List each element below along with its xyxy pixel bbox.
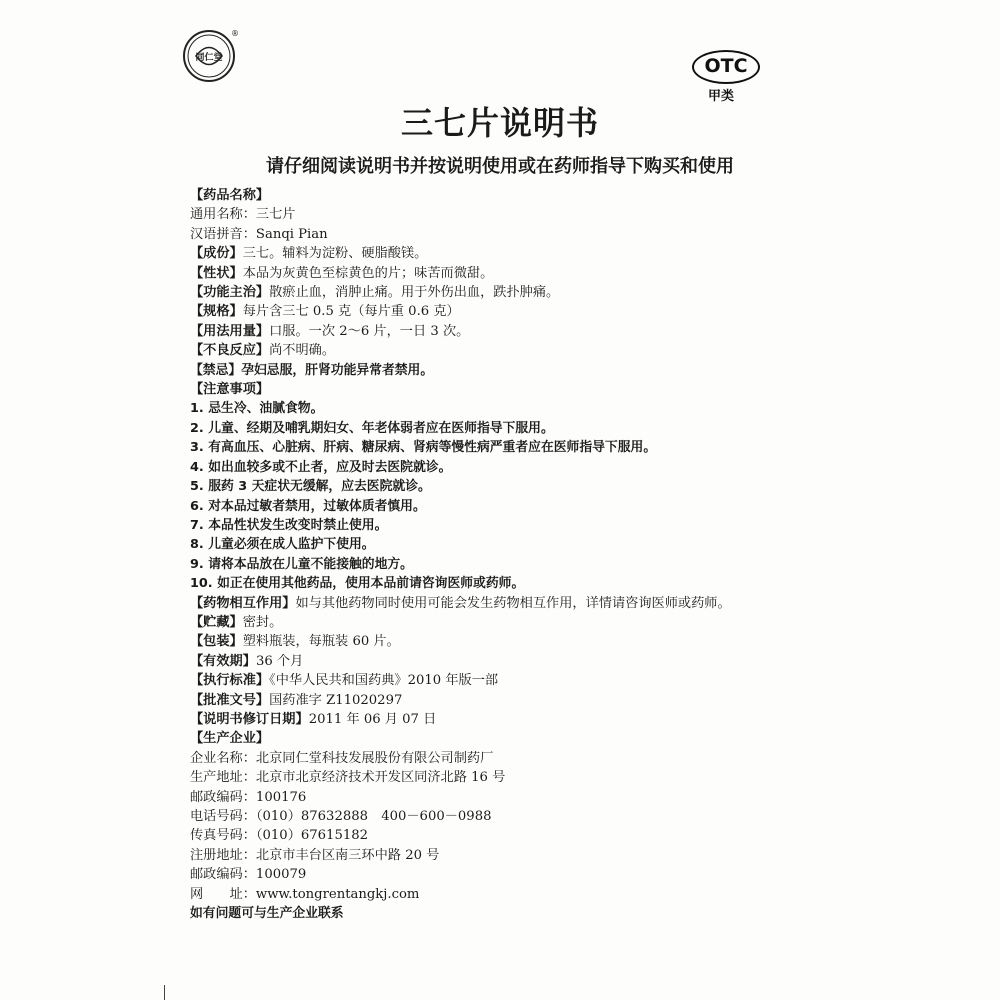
precaution-item: 5. 服药 3 天症状无缓解，应去医院就诊。 bbox=[190, 479, 431, 495]
section-heading: 【批准文号】 bbox=[190, 692, 270, 708]
pinyin-name: 汉语拼音：Sanqi Pian bbox=[190, 226, 328, 242]
section-text: 塑料瓶装，每瓶装 60 片。 bbox=[242, 634, 400, 650]
section-text: 《中华人民共和国药典》2010 年版一部 bbox=[269, 673, 499, 689]
section-text: 散瘀止血，消肿止痛。用于外伤出血，跌扑肿痛。 bbox=[269, 285, 560, 301]
section-heading: 【禁忌】 bbox=[190, 362, 242, 378]
manufacturer-line: 邮政编码：100176 bbox=[190, 789, 307, 805]
precaution-item: 6. 对本品过敏者禁用，过敏体质者慎用。 bbox=[190, 498, 426, 514]
manufacturer-line: 生产地址：北京市北京经济技术开发区同济北路 16 号 bbox=[190, 770, 506, 786]
section-heading: 【性状】 bbox=[190, 265, 243, 281]
manufacturer-line: 注册地址：北京市丰台区南三环中路 20 号 bbox=[190, 847, 440, 863]
specification-section bbox=[190, 302, 810, 321]
drug-name-section bbox=[190, 186, 810, 205]
document-title: 三七片说明书 bbox=[400, 104, 599, 142]
document-subtitle: 请仔细阅读说明书并按说明使用或在药师指导下购买和使用 bbox=[266, 156, 734, 177]
registered-mark: ® bbox=[231, 29, 239, 38]
manufacturer-website: 网 址：www.tongrentangkj.com bbox=[190, 886, 420, 902]
precaution-item: 1. 忌生冷、油腻食物。 bbox=[190, 401, 324, 417]
section-heading: 【功能主治】 bbox=[190, 285, 270, 301]
section-heading: 【贮藏】 bbox=[190, 614, 243, 630]
logo-text: 同仁堂 bbox=[195, 53, 223, 63]
section-heading: 【药物相互作用】 bbox=[190, 595, 296, 611]
manufacturer-line: 邮政编码：100079 bbox=[190, 867, 307, 883]
section-heading: 【不良反应】 bbox=[190, 343, 270, 359]
dosage-section bbox=[190, 322, 810, 341]
precaution-item: 9. 请将本品放在儿童不能接触的地方。 bbox=[190, 556, 413, 572]
page-edge-mark bbox=[164, 985, 165, 1000]
section-text: 本品为灰黄色至棕黄色的片；味苦而微甜。 bbox=[242, 265, 494, 281]
section-text: 尚不明确。 bbox=[269, 343, 336, 359]
footer-note: 如有问题可与生产企业联系 bbox=[190, 906, 344, 922]
section-heading: 【说明书修订日期】 bbox=[190, 711, 309, 727]
section-text: 如与其他药物同时使用可能会发生药物相互作用，详情请咨询医师或药师。 bbox=[295, 595, 731, 611]
interactions-section bbox=[190, 594, 805, 613]
manufacturer-line: 电话号码：（010）87632888 400－600－0988 bbox=[190, 809, 492, 824]
section-text: 孕妇忌服，肝肾功能异常者禁用。 bbox=[241, 362, 434, 378]
section-heading: 【药品名称】 bbox=[190, 188, 270, 203]
manufacturer-section bbox=[190, 729, 810, 748]
description-section bbox=[190, 264, 810, 283]
precaution-item: 7. 本品性状发生改变时禁止使用。 bbox=[190, 517, 388, 533]
validity-section bbox=[190, 652, 810, 671]
manufacturer-line: 企业名称：北京同仁堂科技发展股份有限公司制药厂 bbox=[190, 750, 494, 766]
otc-class-label: 甲类 bbox=[708, 89, 735, 104]
section-text: 口服。一次 2～6 片，一日 3 次。 bbox=[269, 323, 470, 339]
tongrentang-seal-icon bbox=[182, 25, 240, 83]
section-text: 密封。 bbox=[242, 614, 283, 630]
standard-section bbox=[190, 671, 810, 690]
section-text: 三七。辅料为淀粉、硬脂酸镁。 bbox=[242, 246, 428, 262]
section-heading: 【包装】 bbox=[190, 634, 243, 650]
approval-section bbox=[190, 691, 810, 710]
composition-section bbox=[190, 244, 810, 263]
section-text: 2011 年 06 月 07 日 bbox=[308, 711, 437, 727]
contraindications-section bbox=[190, 361, 810, 380]
precaution-item: 4. 如出血较多或不止者，应及时去医院就诊。 bbox=[190, 459, 452, 475]
package-section bbox=[190, 632, 810, 651]
precaution-item: 10. 如正在使用其他药品，使用本品前请咨询医师或药师。 bbox=[190, 576, 525, 592]
instruction-content bbox=[190, 186, 810, 923]
generic-name: 通用名称：三七片 bbox=[190, 207, 296, 223]
section-heading: 【成份】 bbox=[190, 246, 243, 262]
section-heading: 【生产企业】 bbox=[190, 731, 270, 747]
precaution-item: 2. 儿童、经期及哺乳期妇女、年老体弱者应在医师指导下服用。 bbox=[190, 420, 554, 436]
section-text: 每片含三七 0.5 克（每片重 0.6 克） bbox=[242, 304, 460, 320]
section-text: 国药准字 Z11020297 bbox=[269, 692, 403, 708]
section-heading: 【执行标准】 bbox=[190, 673, 270, 689]
section-heading: 【用法用量】 bbox=[190, 323, 270, 339]
precautions-section bbox=[190, 380, 810, 399]
revision-date-section bbox=[190, 710, 810, 729]
section-heading: 【规格】 bbox=[190, 304, 243, 320]
storage-section bbox=[190, 613, 810, 632]
section-text: 36 个月 bbox=[255, 653, 304, 669]
indications-section bbox=[190, 283, 810, 302]
adverse-reactions-section bbox=[190, 341, 810, 360]
otc-badge: OTC bbox=[692, 50, 760, 84]
precaution-item: 8. 儿童必须在成人监护下使用。 bbox=[190, 537, 375, 553]
section-heading: 【注意事项】 bbox=[190, 382, 270, 398]
section-heading: 【有效期】 bbox=[190, 653, 256, 669]
manufacturer-line: 传真号码：（010）67615182 bbox=[190, 828, 369, 844]
precaution-item: 3. 有高血压、心脏病、肝病、糖尿病、肾病等慢性病严重者应在医师指导下服用。 bbox=[190, 440, 657, 456]
